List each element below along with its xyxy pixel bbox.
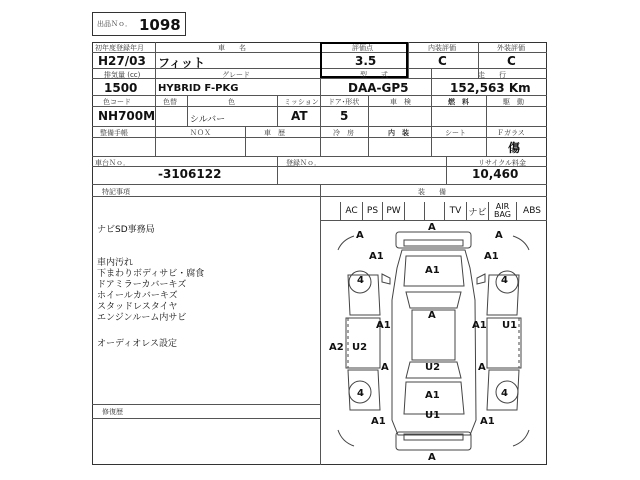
mission-value: AT [291, 109, 308, 123]
inspection-label: 車 検 [390, 98, 411, 106]
equip-airbag: AIR BAG [488, 202, 516, 220]
equip-blank-1 [404, 202, 424, 220]
exterior-grade-value: C [507, 54, 516, 68]
lot-number: 1098 [139, 16, 181, 34]
damage-mark: 4 [357, 388, 364, 399]
grade-label: グレード [222, 71, 250, 79]
recycle-label: リサイクル料金 [478, 159, 527, 167]
equip-blank-2 [424, 202, 444, 220]
damage-mark: A [428, 222, 436, 233]
equip-ps: PS [362, 202, 382, 220]
damage-mark: A1 [376, 320, 391, 331]
interior-label: 内 装 [388, 129, 409, 137]
damage-mark: 4 [501, 275, 508, 286]
notes-line1: ナビSD事務局 [97, 225, 155, 235]
recycle-value: 10,460 [472, 167, 519, 181]
note-item: 車内汚れ [97, 258, 134, 268]
history-label: 車 歴 [264, 129, 285, 137]
damage-mark: A1 [369, 251, 384, 262]
car-name-label: 車 名 [218, 44, 246, 52]
damage-mark: A [478, 362, 486, 373]
lot-number-label: 出品Ｎｏ． [97, 20, 132, 28]
drive-label: 駆 動 [503, 98, 524, 106]
lot-number-box [92, 12, 186, 36]
seat-label: シート [445, 129, 466, 137]
glass-value: 傷 [508, 141, 521, 155]
equipment-label: 装 備 [418, 188, 446, 196]
color-code-label: 色コード [103, 98, 131, 106]
first-reg-label: 初年度登録年月 [95, 44, 144, 52]
color-label: 色 [228, 98, 235, 106]
equip-abs: ABS [516, 202, 547, 220]
chassis-value: -3106122 [158, 167, 222, 181]
note-item: ドアミラーカバーキズ [97, 280, 187, 290]
damage-mark: A1 [425, 390, 440, 401]
model-label: 型 式 [360, 71, 388, 79]
displacement-value: 1500 [104, 81, 138, 95]
ac-label: 冷 房 [333, 129, 354, 137]
doors-label: ドア･形状 [328, 98, 360, 106]
equip-pw: PW [382, 202, 404, 220]
damage-mark: A [356, 230, 364, 241]
equip-ac: AC [340, 202, 362, 220]
note-item: ホイールカバーキズ [97, 291, 178, 301]
note-item: 下まわりボディサビ・腐食 [97, 269, 205, 279]
notes-label: 特記事項 [102, 188, 130, 196]
manual-label: 整備手帳 [100, 129, 128, 137]
color-value: シルバー [190, 115, 226, 125]
color-swap-label: 色替 [163, 98, 177, 106]
score-value: 3.5 [355, 54, 377, 68]
damage-mark: U2 [425, 362, 441, 373]
note-item: スタッドレスタイヤ [97, 302, 178, 312]
notes-list [97, 258, 204, 324]
car-name-value: フィット [158, 56, 206, 70]
registration-label: 登録Ｎｏ． [286, 159, 321, 167]
mileage-label: 走 行 [478, 71, 506, 79]
displacement-label: 排気量 (cc) [104, 71, 141, 79]
model-value: DAA-GP5 [348, 81, 409, 95]
color-code-value: NH700M [98, 109, 156, 123]
damage-mark: U1 [502, 320, 518, 331]
damage-mark: A1 [472, 320, 487, 331]
damage-mark: U1 [425, 410, 441, 421]
damage-mark: 4 [357, 275, 364, 286]
damage-mark: A1 [371, 416, 386, 427]
notes-extra: オーディオレス設定 [97, 339, 178, 349]
exterior-grade-label: 外装評価 [497, 44, 525, 52]
damage-mark: A2 [329, 342, 344, 353]
score-label: 評価点 [352, 44, 373, 52]
fuel-label: 燃 料 [448, 98, 469, 106]
damage-mark: A [428, 452, 436, 463]
damage-mark: A [381, 362, 389, 373]
damage-mark: U2 [352, 342, 368, 353]
damage-mark: 4 [501, 388, 508, 399]
equip-tv: TV [444, 202, 466, 220]
repair-history-label: 修復歴 [102, 408, 123, 416]
note-item: エンジンルーム内サビ [97, 313, 187, 323]
damage-mark: A1 [480, 416, 495, 427]
doors-value: 5 [340, 109, 349, 123]
damage-mark: A [428, 310, 436, 321]
glass-label: Ｆガラス [497, 129, 525, 137]
chassis-label: 車台Ｎｏ． [95, 159, 130, 167]
damage-mark: A1 [484, 251, 499, 262]
damage-mark: A [495, 230, 503, 241]
mileage-value: 152,563 Km [450, 81, 531, 95]
first-reg-value: H27/03 [98, 54, 146, 68]
damage-mark: A1 [425, 265, 440, 276]
grade-value: HYBRID F-PKG [158, 83, 239, 94]
equip-navi: ナビ [466, 202, 488, 220]
interior-grade-label: 内装評価 [428, 44, 456, 52]
interior-grade-value: C [438, 54, 447, 68]
mission-label: ミッション [284, 98, 319, 106]
nox-label: ＮＯＸ [190, 129, 211, 137]
equip-slot [320, 202, 340, 220]
